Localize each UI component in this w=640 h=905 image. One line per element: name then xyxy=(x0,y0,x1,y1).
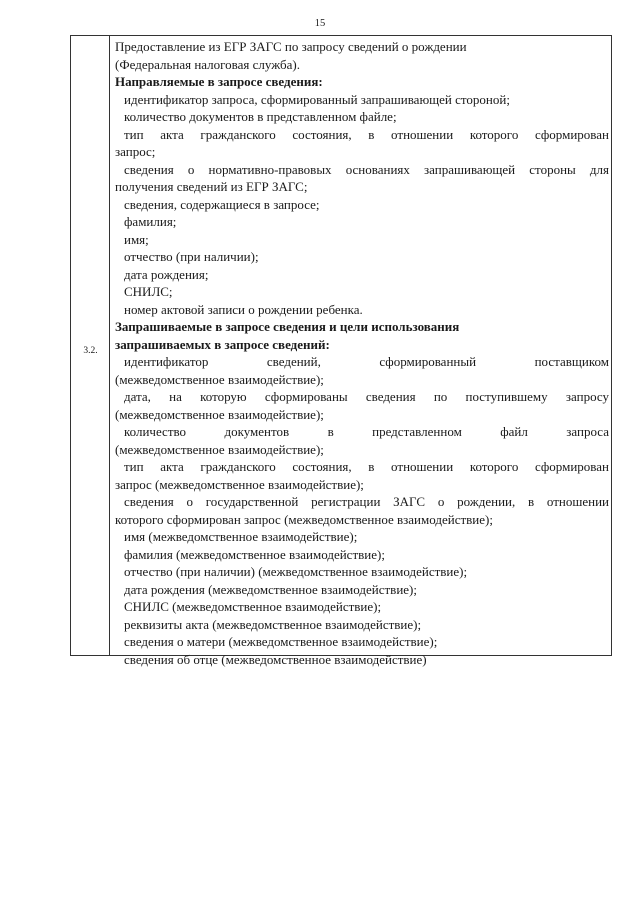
page-number: 15 xyxy=(314,18,326,29)
document-table xyxy=(70,35,612,667)
text-line: (межведомственное взаимодействие); xyxy=(115,406,324,422)
text-line: отчество (при наличии) (межведомственное взаимодействие); xyxy=(124,564,468,579)
text-line: дата, на которую сформированы сведения по поступившему запросу xyxy=(124,389,609,404)
text-line: фамилия (межведомственное взаимодействие); xyxy=(124,546,385,562)
text-line: фамилия; xyxy=(124,214,177,229)
text-line: Запрашиваемые в запросе сведения и цели использования xyxy=(115,319,460,334)
text-line: Направляемые в запросе сведения: xyxy=(115,74,323,89)
text-line: идентификатор запроса, сформированный запрашивающей стороной; xyxy=(124,91,510,107)
content-column xyxy=(115,38,609,668)
text-line: номер актовой записи о рождении ребенка. xyxy=(124,301,363,317)
text-line: количество документов в представленном файл запроса xyxy=(124,424,609,439)
text-line: Предоставление из ЕГР ЗАГС по запросу сведений о рождении xyxy=(115,39,467,54)
text-line: сведения о матери (межведомственное взаимодействие); xyxy=(124,634,438,649)
text-line: тип акта гражданского состояния, в отношении которого сформирован xyxy=(124,459,609,474)
text-line: реквизиты акта (межведомственное взаимодействие); xyxy=(124,616,422,632)
number-column xyxy=(71,36,110,655)
text-line: отчество (при наличии); xyxy=(124,249,259,264)
text-line: запрос; xyxy=(115,144,156,159)
text-line: СНИЛС; xyxy=(124,284,173,299)
text-line: запрашиваемых в запросе сведений: xyxy=(115,336,330,352)
text-line: дата рождения; xyxy=(124,266,209,282)
text-line: (Федеральная налоговая служба). xyxy=(115,56,301,72)
text-line: СНИЛС (межведомственное взаимодействие); xyxy=(124,599,382,614)
row-number: 3.2. xyxy=(83,346,98,356)
text-line: тип акта гражданского состояния, в отношении которого сформирован xyxy=(124,126,609,142)
text-line: сведения о государственной регистрации ЗАГС о рождении, в отношении xyxy=(124,494,609,509)
text-line: имя; xyxy=(124,231,149,247)
text-line: сведения, содержащиеся в запросе; xyxy=(124,196,320,212)
text-line: количество документов в представленном файле; xyxy=(124,109,397,124)
text-line: получения сведений из ЕГР ЗАГС; xyxy=(115,179,308,194)
text-line: которого сформирован запрос (межведомственное взаимодействие); xyxy=(115,511,493,527)
text-line: имя (межведомственное взаимодействие); xyxy=(124,529,358,544)
text-line: сведения о нормативно-правовых основаниях запрашивающей стороны для xyxy=(124,161,609,177)
text-line: (межведомственное взаимодействие); xyxy=(115,441,324,457)
text-line: запрос (межведомственное взаимодействие); xyxy=(115,476,364,492)
text-line: идентификатор сведений, сформированный поставщиком xyxy=(124,354,609,369)
text-line: (межведомственное взаимодействие); xyxy=(115,371,324,387)
text-line: сведения об отце (межведомственное взаимодействие) xyxy=(124,651,427,667)
text-line: дата рождения (межведомственное взаимодействие); xyxy=(124,581,417,597)
